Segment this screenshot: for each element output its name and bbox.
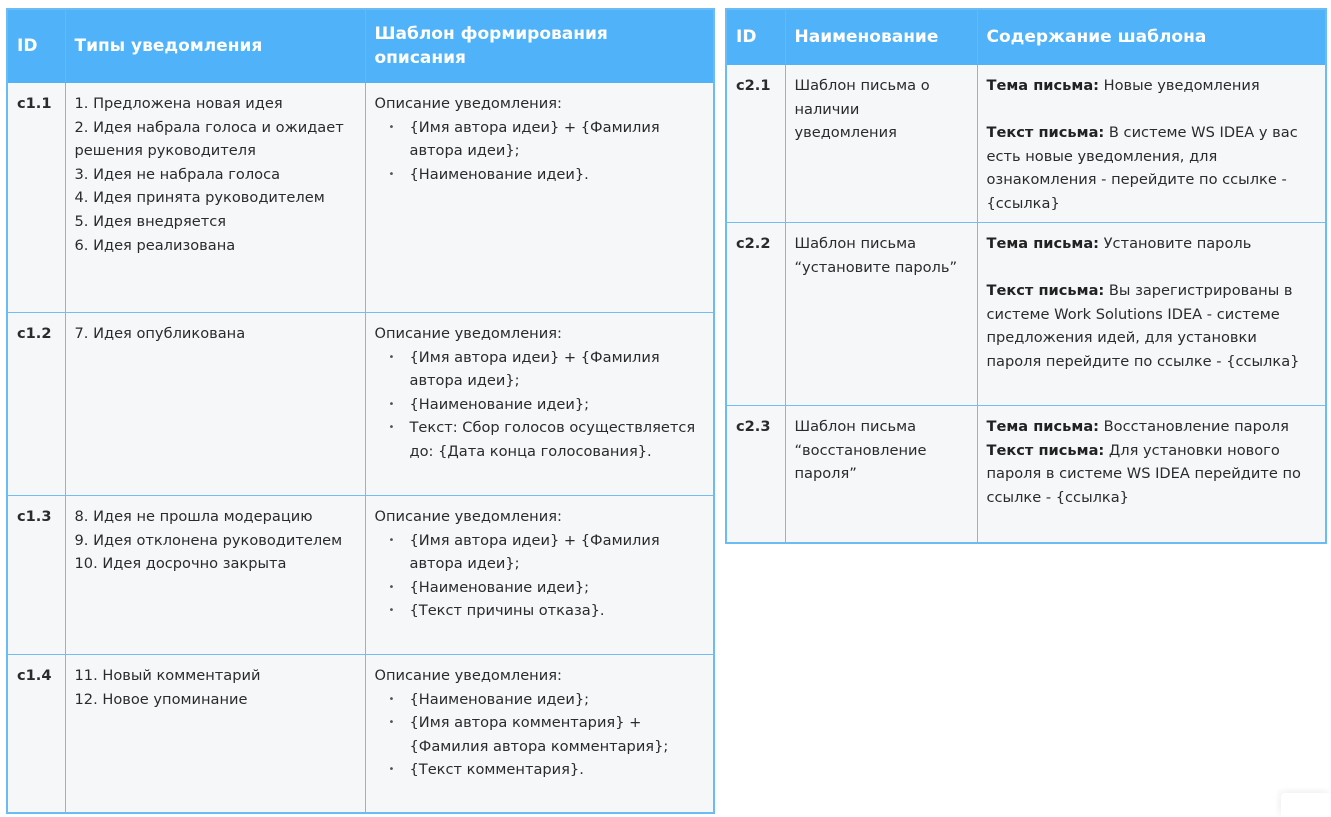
header-id: ID <box>7 9 65 83</box>
type-item: 10. Идея досрочно закрыта <box>74 555 287 573</box>
types-cell <box>65 655 365 813</box>
body-label: Текст письма: <box>986 124 1105 142</box>
row-id: c2.2 <box>726 223 785 406</box>
subject-label: Тема письма: <box>986 77 1100 94</box>
name-cell: Шаблон письма “установите пароль” <box>785 223 977 406</box>
type-item: 3. Идея не набрала голоса <box>74 165 281 183</box>
description-title: Описание уведомления: <box>374 667 562 684</box>
description-list <box>375 529 705 623</box>
description-item: • {Имя автора комментария} + {Фамилия автора комментария}; <box>389 711 705 758</box>
subject-label: Тема письма: <box>986 418 1100 435</box>
table-row <box>7 83 714 313</box>
description-item: • {Наименование идеи}; <box>389 393 705 417</box>
subject-text: Восстановление пароля <box>1103 418 1289 435</box>
description-list <box>375 688 705 782</box>
body-text: В системе WS IDEA у вас есть новые уведомления, для ознакомления - перейдите по ссылке - {ссылка} <box>986 124 1298 212</box>
table-row <box>7 655 714 813</box>
type-item: 12. Новое упоминание <box>74 690 248 708</box>
row-id: c1.2 <box>7 313 65 496</box>
corner-widget[interactable] <box>1281 793 1331 817</box>
header-types: Типы уведомления <box>65 9 365 83</box>
description-item: • {Наименование идеи}. <box>389 163 705 187</box>
body-line <box>987 121 1317 215</box>
row-id: c1.1 <box>7 83 65 313</box>
description-item: • {Имя автора идеи} + {Фамилия автора идеи}; <box>389 116 705 163</box>
description-cell <box>365 83 714 313</box>
description-title: Описание уведомления: <box>374 508 562 525</box>
description-item: • {Имя автора идеи} + {Фамилия автора идеи}; <box>389 346 705 393</box>
type-item: 2. Идея набрала голоса и ожидает решения руководителя <box>74 118 344 160</box>
description-list <box>375 346 705 464</box>
name-cell: Шаблон письма “восстановление пароля” <box>785 406 977 543</box>
description-list <box>375 116 705 187</box>
header-name: Наименование <box>785 9 977 65</box>
body-label: Текст письма: <box>986 282 1105 300</box>
header-template: Шаблон формирования описания <box>365 9 714 83</box>
notification-types-table <box>6 8 715 814</box>
table-row <box>726 223 1326 406</box>
body-line <box>987 439 1317 510</box>
subject-text: Новые уведомления <box>1103 77 1260 94</box>
description-item: • {Текст причины отказа}. <box>389 599 705 623</box>
content-cell <box>977 65 1326 223</box>
description-item: • {Имя автора идеи} + {Фамилия автора идеи}; <box>389 529 705 576</box>
subject-label: Тема письма: <box>986 235 1100 252</box>
table-row <box>7 496 714 655</box>
description-title: Описание уведомления: <box>374 325 562 342</box>
content-cell <box>977 406 1326 543</box>
description-title: Описание уведомления: <box>374 95 562 112</box>
type-item: 9. Идея отклонена руководителем <box>74 531 343 549</box>
row-id: c2.1 <box>726 65 785 223</box>
row-id: c1.3 <box>7 496 65 655</box>
table-row <box>7 313 714 496</box>
table-row <box>726 406 1326 543</box>
table-row <box>726 65 1326 223</box>
description-cell <box>365 655 714 813</box>
body-line <box>987 279 1317 373</box>
body-label: Текст письма: <box>986 441 1105 459</box>
description-item: • {Наименование идеи}; <box>389 576 705 600</box>
table-header-row <box>726 9 1326 65</box>
subject-line <box>987 74 1317 98</box>
description-item: • {Наименование идеи}; <box>389 688 705 712</box>
subject-line <box>987 415 1317 439</box>
type-item: 4. Идея принята руководителем <box>74 189 325 207</box>
types-cell <box>65 83 365 313</box>
content-cell <box>977 223 1326 406</box>
description-item: • {Текст комментария}. <box>389 758 705 782</box>
header-content: Содержание шаблона <box>977 9 1326 65</box>
description-cell <box>365 496 714 655</box>
type-item: 5. Идея внедряется <box>74 212 227 230</box>
types-cell <box>65 496 365 655</box>
subject-line <box>987 232 1317 256</box>
row-id: c1.4 <box>7 655 65 813</box>
description-item: • Текст: Сбор голосов осуществляется до: {Дата конца голосования}. <box>389 416 705 463</box>
subject-text: Установите пароль <box>1103 235 1252 252</box>
type-item: 11. Новый комментарий <box>74 667 261 684</box>
email-templates-table <box>725 8 1327 544</box>
type-item: 8. Идея не прошла модерацию <box>74 508 313 525</box>
body-text: Для установки нового пароля в системе WS IDEA перейдите по ссылке - {ссылка} <box>986 441 1301 506</box>
body-text: Вы зарегистрированы в системе Work Solutions IDEA - системе предложения идей, для установки пароля перейдите по ссылке - {ссылка} <box>986 282 1300 370</box>
type-item: 7. Идея опубликована <box>74 325 246 342</box>
table-header-row <box>7 9 714 83</box>
row-id: c2.3 <box>726 406 785 543</box>
type-item: 1. Предложена новая идея <box>74 95 283 112</box>
type-item: 6. Идея реализована <box>74 236 236 254</box>
name-cell: Шаблон письма о наличии уведомления <box>785 65 977 223</box>
description-cell <box>365 313 714 496</box>
header-id: ID <box>726 9 785 65</box>
types-cell <box>65 313 365 496</box>
